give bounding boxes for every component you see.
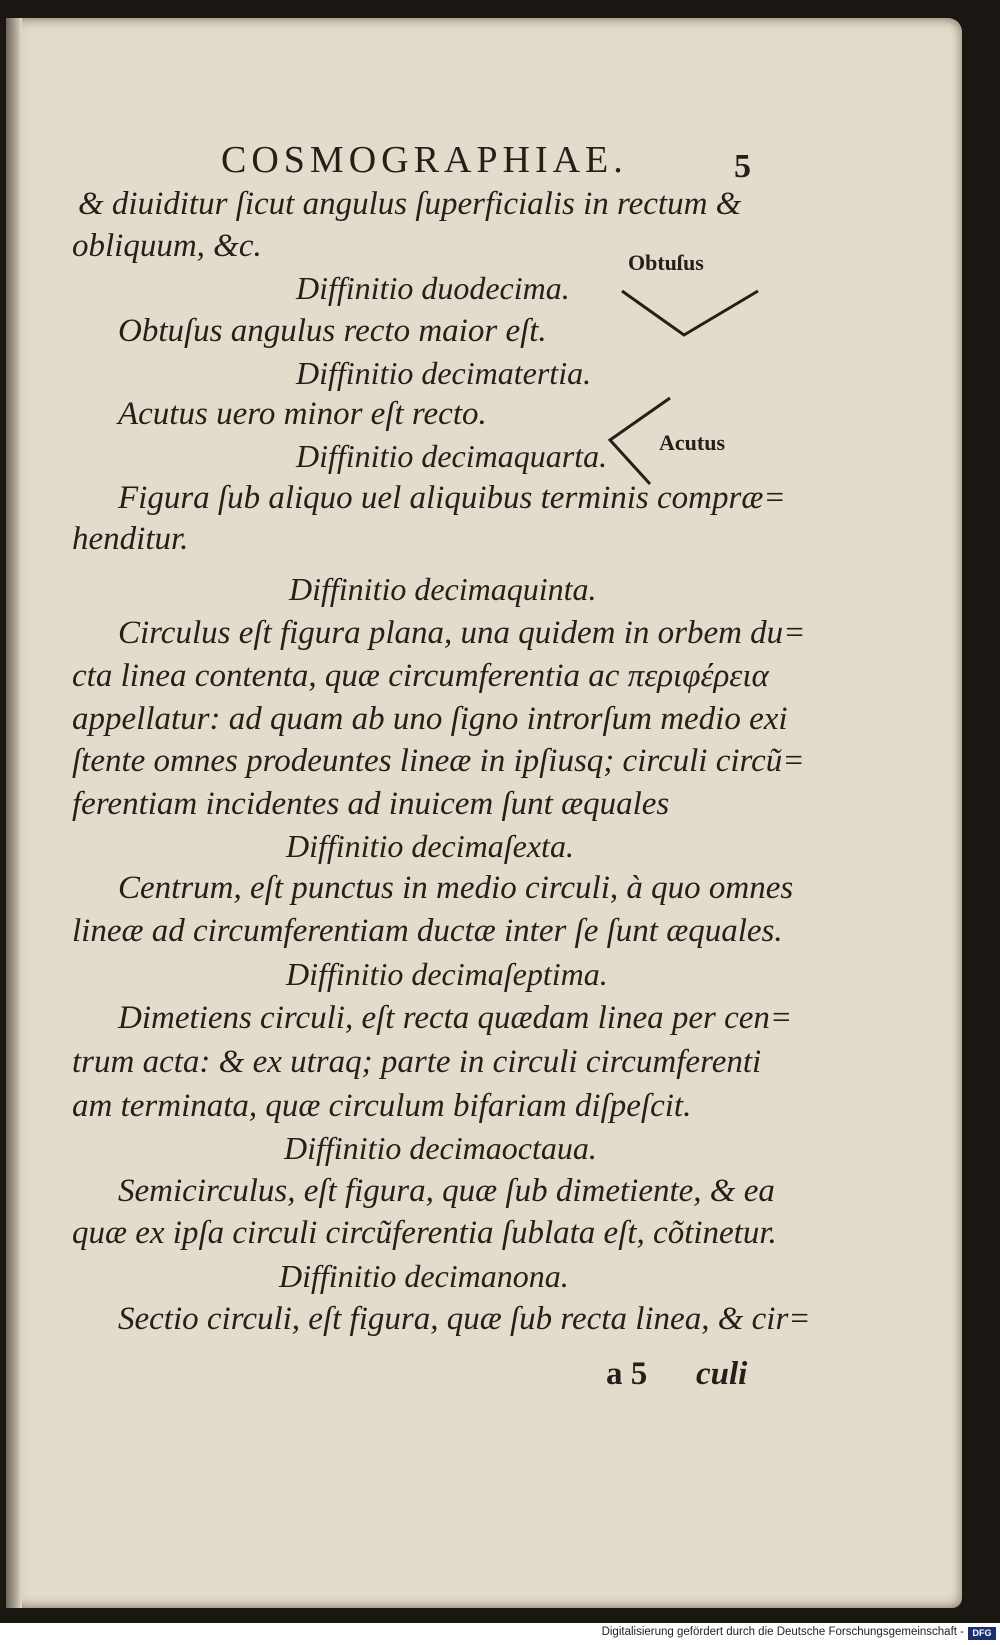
footer-credit: Digitalisierung gefördert durch die Deutsche Forschungsgemeinschaft -: [601, 1626, 964, 1638]
definition-heading-16: Diffinitio decimaſexta.: [286, 828, 574, 864]
definition-heading-13: Diffinitio decimatertia.: [296, 355, 592, 391]
text-line-14: ſtente omnes prodeuntes lineæ in ipſiusq; circuli circũ=: [72, 743, 805, 779]
definition-heading-15: Diffinitio decimaquinta.: [289, 571, 597, 607]
text-line-11: Circulus eſt figura plana, una quidem in orbem du=: [118, 615, 806, 651]
text-line-13: appellatur: ad quam ab uno ſigno introrſum medio exi: [72, 701, 788, 737]
text-line-1: & diuiditur ſicut angulus ſuperficialis in rectum &: [78, 186, 742, 222]
obtuse-label: Obtuſus: [628, 250, 704, 275]
text-line-27: Sectio circuli, eſt figura, quæ ſub recta linea, & cir=: [118, 1301, 811, 1337]
page-number: 5: [734, 148, 751, 185]
footer-bar: [0, 1623, 1000, 1645]
dfg-logo: DFG: [968, 1627, 996, 1640]
obtuse-angle-diagram: [618, 273, 768, 343]
running-title: COSMOGRAPHIAE.: [221, 139, 628, 181]
signature-mark: a 5: [606, 1356, 648, 1392]
definition-heading-14: Diffinitio decimaquarta.: [296, 438, 608, 474]
text-line-21: trum acta: & ex utraq; parte in circuli circumferenti: [72, 1044, 762, 1080]
catchword: culi: [696, 1356, 748, 1392]
text-line-12: cta linea contenta, quæ circumferentia ac περιφέρεια: [72, 658, 769, 694]
definition-heading-18: Diffinitio decimaoctaua.: [284, 1130, 597, 1166]
text-line-20: Dimetiens circuli, eſt recta quædam linea per cen=: [118, 1000, 793, 1036]
text-line-22: am terminata, quæ circulum bifariam diſpeſcit.: [72, 1088, 692, 1124]
definition-heading-19: Diffinitio decimanona.: [279, 1258, 569, 1294]
acute-label: Acutus: [659, 430, 726, 455]
book-page: [6, 18, 962, 1608]
text-line-4: Obtuſus angulus recto maior eſt.: [118, 313, 547, 349]
text-line-18: lineæ ad circumferentiam ductæ inter ſe ſunt æquales.: [72, 913, 783, 949]
definition-heading-17: Diffinitio decimaſeptima.: [286, 956, 608, 992]
text-line-2: obliquum, &c.: [72, 228, 262, 264]
definition-heading-12: Diffinitio duodecima.: [296, 270, 570, 306]
book-spine: [6, 18, 22, 1608]
text-line-8: Figura ſub aliquo uel aliquibus terminis compræ=: [118, 480, 786, 516]
text-line-15: ferentiam incidentes ad inuicem ſunt æquales: [72, 786, 670, 822]
text-line-25: quæ ex ipſa circuli circũferentia ſublata eſt, cõtinetur.: [72, 1215, 777, 1251]
text-line-9: henditur.: [72, 521, 189, 557]
text-line-24: Semicirculus, eſt figura, quæ ſub dimetiente, & ea: [118, 1173, 775, 1209]
text-line-6: Acutus uero minor eſt recto.: [118, 396, 487, 432]
text-line-17: Centrum, eſt punctus in medio circuli, à quo omnes: [118, 870, 794, 906]
